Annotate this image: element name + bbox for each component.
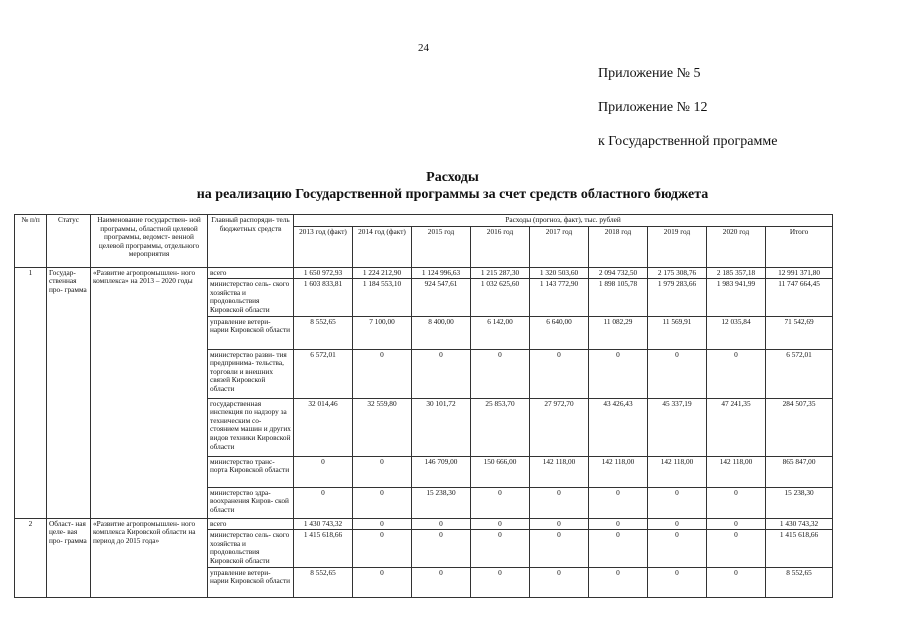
manager-cell: государственная инспекция по надзору за техническим со- стоянием машин и других видов техники Кировской области [208,398,294,456]
value-cell: 0 [353,456,412,487]
total-cell: 12 991 371,80 [766,267,833,279]
value-cell: 150 666,00 [471,456,530,487]
value-cell: 1 320 503,60 [530,267,589,279]
value-cell: 0 [294,456,353,487]
header-year: 2019 год [648,226,707,267]
value-cell: 0 [589,518,648,530]
value-cell: 0 [353,567,412,597]
value-cell: 0 [471,518,530,530]
manager-cell: министерство здра- воохранения Киров- ской области [208,487,294,518]
value-cell: 27 972,70 [530,398,589,456]
value-cell: 2 185 357,18 [707,267,766,279]
value-cell: 30 101,72 [412,398,471,456]
header-total: Итого [766,226,833,267]
total-cell: 6 572,01 [766,349,833,398]
manager-cell: министерство сель- ского хозяйства и продовольствия Кировской области [208,279,294,316]
value-cell: 0 [648,349,707,398]
value-cell: 1 184 553,10 [353,279,412,316]
value-cell: 32 014,46 [294,398,353,456]
value-cell: 6 640,00 [530,316,589,349]
manager-cell: министерство сель- ского хозяйства и продовольствия Кировской области [208,530,294,567]
document-title: Расходы [426,170,479,185]
value-cell: 0 [530,530,589,567]
value-cell: 15 238,30 [412,487,471,518]
value-cell: 2 094 732,50 [589,267,648,279]
header-no: № п/п [15,215,47,268]
value-cell: 1 032 625,60 [471,279,530,316]
value-cell: 0 [530,567,589,597]
total-cell: 865 847,00 [766,456,833,487]
value-cell: 146 709,00 [412,456,471,487]
manager-cell: всего [208,267,294,279]
header-manager: Главный распоряди- тель бюджетных средств [208,215,294,268]
value-cell: 1 983 941,99 [707,279,766,316]
manager-cell: управление ветери- нарии Кировской области [208,567,294,597]
header-year: 2016 год [471,226,530,267]
header-expenses: Расходы (прогноз, факт), тыс. рублей [294,215,833,227]
value-cell: 0 [412,530,471,567]
value-cell: 0 [530,487,589,518]
value-cell: 0 [589,487,648,518]
header-year: 2018 год [589,226,648,267]
table-row [15,267,833,279]
value-cell: 142 118,00 [589,456,648,487]
header-year: 2014 год (факт) [353,226,412,267]
value-cell: 0 [471,567,530,597]
value-cell: 0 [707,518,766,530]
row-number: 1 [15,267,47,518]
value-cell: 0 [471,530,530,567]
value-cell: 0 [294,487,353,518]
header-year: 2013 год (факт) [294,226,353,267]
value-cell: 11 569,91 [648,316,707,349]
page-number: 24 [418,42,429,54]
value-cell: 0 [412,567,471,597]
value-cell: 1 415 618,66 [294,530,353,567]
total-cell: 11 747 664,45 [766,279,833,316]
value-cell: 1 430 743,32 [294,518,353,530]
value-cell: 0 [353,349,412,398]
table-row [15,518,833,530]
value-cell: 6 142,00 [471,316,530,349]
value-cell: 8 400,00 [412,316,471,349]
value-cell: 142 118,00 [707,456,766,487]
value-cell: 1 215 287,30 [471,267,530,279]
total-cell: 1 415 618,66 [766,530,833,567]
total-cell: 71 542,69 [766,316,833,349]
header-year: 2020 год [707,226,766,267]
appendix-line-2: Приложение № 12 [598,100,708,115]
value-cell: 32 559,80 [353,398,412,456]
value-cell: 0 [589,530,648,567]
status-cell: Государ- ственная про- грамма [47,267,91,518]
value-cell: 43 426,43 [589,398,648,456]
value-cell: 1 124 996,63 [412,267,471,279]
value-cell: 47 241,35 [707,398,766,456]
value-cell: 0 [648,487,707,518]
value-cell: 924 547,61 [412,279,471,316]
value-cell: 142 118,00 [648,456,707,487]
header-year: 2015 год [412,226,471,267]
value-cell: 1 650 972,93 [294,267,353,279]
value-cell: 7 100,00 [353,316,412,349]
manager-cell: министерство транс- порта Кировской области [208,456,294,487]
value-cell: 0 [648,518,707,530]
appendix-line-1: Приложение № 5 [598,66,701,81]
manager-cell: всего [208,518,294,530]
value-cell: 1 979 283,66 [648,279,707,316]
header-year: 2017 год [530,226,589,267]
total-cell: 284 507,35 [766,398,833,456]
value-cell: 25 853,70 [471,398,530,456]
value-cell: 12 035,84 [707,316,766,349]
header-status: Статус [47,215,91,268]
value-cell: 0 [707,530,766,567]
table-body [15,267,833,597]
manager-cell: министерство разви- тия предпринима- тельства, торговли и внешних связей Кировской области [208,349,294,398]
expenses-table [14,214,833,598]
value-cell: 0 [412,349,471,398]
value-cell: 142 118,00 [530,456,589,487]
value-cell: 0 [648,530,707,567]
value-cell: 0 [707,487,766,518]
program-name-cell: «Развитие агропромышлен- ного комплекса Кировской области на период до 2015 года» [91,518,208,597]
total-cell: 1 430 743,32 [766,518,833,530]
manager-cell: управление ветери- нарии Кировской области [208,316,294,349]
row-number: 2 [15,518,47,597]
value-cell: 0 [530,518,589,530]
document-subtitle: на реализацию Государственной программы за счет средств областного бюджета [196,187,709,202]
value-cell: 8 552,65 [294,316,353,349]
value-cell: 0 [707,567,766,597]
status-cell: Област- ная целе- вая про- грамма [47,518,91,597]
value-cell: 0 [707,349,766,398]
value-cell: 2 175 308,76 [648,267,707,279]
value-cell: 1 603 833,81 [294,279,353,316]
value-cell: 0 [648,567,707,597]
value-cell: 0 [471,349,530,398]
value-cell: 1 898 105,78 [589,279,648,316]
value-cell: 1 224 212,90 [353,267,412,279]
value-cell: 0 [530,349,589,398]
total-cell: 15 238,30 [766,487,833,518]
value-cell: 8 552,65 [294,567,353,597]
value-cell: 0 [589,567,648,597]
value-cell: 6 572,01 [294,349,353,398]
value-cell: 0 [412,518,471,530]
appendix-line-3: к Государственной программе [598,134,778,149]
value-cell: 11 082,29 [589,316,648,349]
value-cell: 0 [353,530,412,567]
header-name: Наименование государствен- ной программы, областной целевой программы, ведомст- венной целевой программы, отдельного мероприятия [91,215,208,268]
value-cell: 0 [353,518,412,530]
value-cell: 45 337,19 [648,398,707,456]
value-cell: 0 [353,487,412,518]
value-cell: 1 143 772,90 [530,279,589,316]
program-name-cell: «Развитие агропромышлен- ного комплекса» на 2013 – 2020 годы [91,267,208,518]
value-cell: 0 [471,487,530,518]
total-cell: 8 552,65 [766,567,833,597]
value-cell: 0 [589,349,648,398]
